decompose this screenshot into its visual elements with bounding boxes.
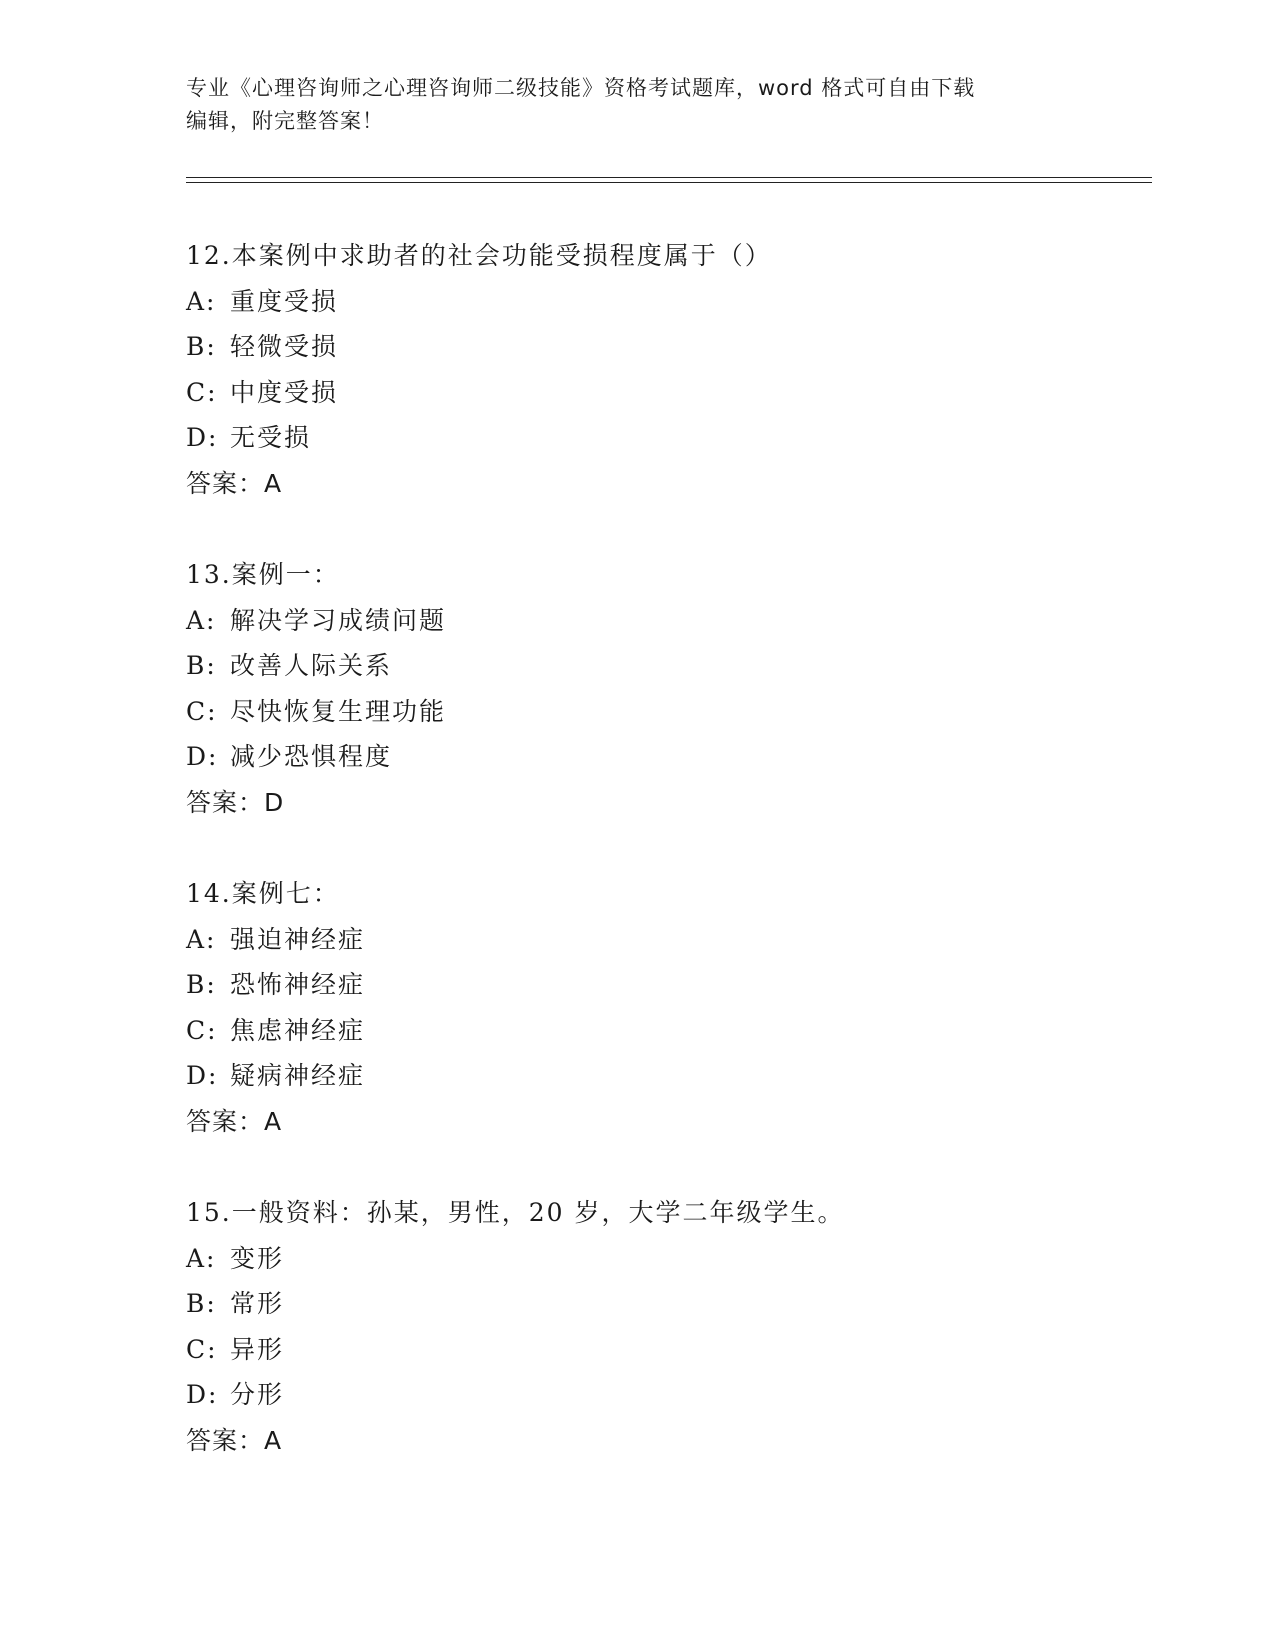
header-divider-top: [186, 177, 1152, 178]
question-stem: 14.案例七：: [186, 879, 340, 908]
option-text: 焦虑神经症: [230, 1015, 366, 1045]
option-b: [186, 324, 1146, 370]
option-key: A:: [186, 605, 217, 635]
question-13: [186, 552, 1146, 825]
option-text: 常形: [230, 1289, 285, 1318]
option-text: 解决学习成绩问题: [230, 605, 447, 635]
option-key: D:: [186, 423, 219, 452]
option-text: 中度受损: [230, 377, 339, 407]
option-d: [186, 734, 1146, 780]
option-key: B:: [186, 332, 217, 361]
question-stem: 12.本案例中求助者的社会功能受损程度属于（）: [186, 241, 772, 270]
question-14: [186, 871, 1146, 1144]
option-text: 疑病神经症: [230, 1061, 366, 1090]
header-divider-bottom: [186, 182, 1152, 183]
option-c: [186, 370, 1146, 416]
option-key: C:: [186, 696, 218, 726]
option-d: [186, 1372, 1146, 1418]
option-b: [186, 1281, 1146, 1327]
option-text: 异形: [230, 1334, 285, 1364]
option-a: [186, 279, 1146, 325]
option-d: [186, 415, 1146, 461]
option-key: A:: [186, 924, 217, 954]
option-key: A:: [186, 286, 217, 316]
option-key: B:: [186, 970, 217, 999]
option-key: C:: [186, 1015, 218, 1045]
option-key: D:: [186, 1061, 219, 1090]
option-key: B:: [186, 1289, 217, 1318]
option-text: 重度受损: [230, 286, 339, 316]
answer-line: 答案：A: [186, 468, 283, 498]
option-text: 变形: [230, 1243, 285, 1273]
option-text: 分形: [230, 1380, 285, 1409]
answer-line: 答案：A: [186, 1106, 283, 1136]
option-c: [186, 1327, 1146, 1373]
option-d: [186, 1053, 1146, 1099]
question-12: [186, 233, 1146, 506]
question-15: [186, 1190, 1146, 1463]
option-b: [186, 643, 1146, 689]
option-text: 强迫神经症: [230, 924, 366, 954]
option-text: 尽快恢复生理功能: [230, 696, 447, 726]
option-key: A:: [186, 1243, 217, 1273]
option-key: C:: [186, 377, 218, 407]
option-key: D:: [186, 742, 219, 771]
option-text: 减少恐惧程度: [230, 742, 393, 771]
option-key: C:: [186, 1334, 218, 1364]
answer-line: 答案：A: [186, 1425, 283, 1455]
option-text: 无受损: [230, 423, 312, 452]
question-stem: 13.案例一：: [186, 560, 340, 589]
option-a: [186, 917, 1146, 963]
option-text: 改善人际关系: [230, 651, 393, 680]
option-text: 轻微受损: [230, 332, 339, 361]
document-header: [186, 72, 1066, 138]
option-a: [186, 1236, 1146, 1282]
header-line-2: 编辑，附完整答案！: [186, 109, 384, 133]
option-c: [186, 1008, 1146, 1054]
option-b: [186, 962, 1146, 1008]
question-stem: 15.一般资料：孙某，男性，20 岁，大学二年级学生。: [186, 1198, 845, 1227]
option-c: [186, 689, 1146, 735]
header-line-1: 专业《心理咨询师之心理咨询师二级技能》资格考试题库，word 格式可自由下载: [186, 76, 976, 100]
option-key: B:: [186, 651, 217, 680]
answer-line: 答案：D: [186, 787, 285, 817]
option-text: 恐怖神经症: [230, 970, 366, 999]
option-key: D:: [186, 1380, 219, 1409]
option-a: [186, 598, 1146, 644]
